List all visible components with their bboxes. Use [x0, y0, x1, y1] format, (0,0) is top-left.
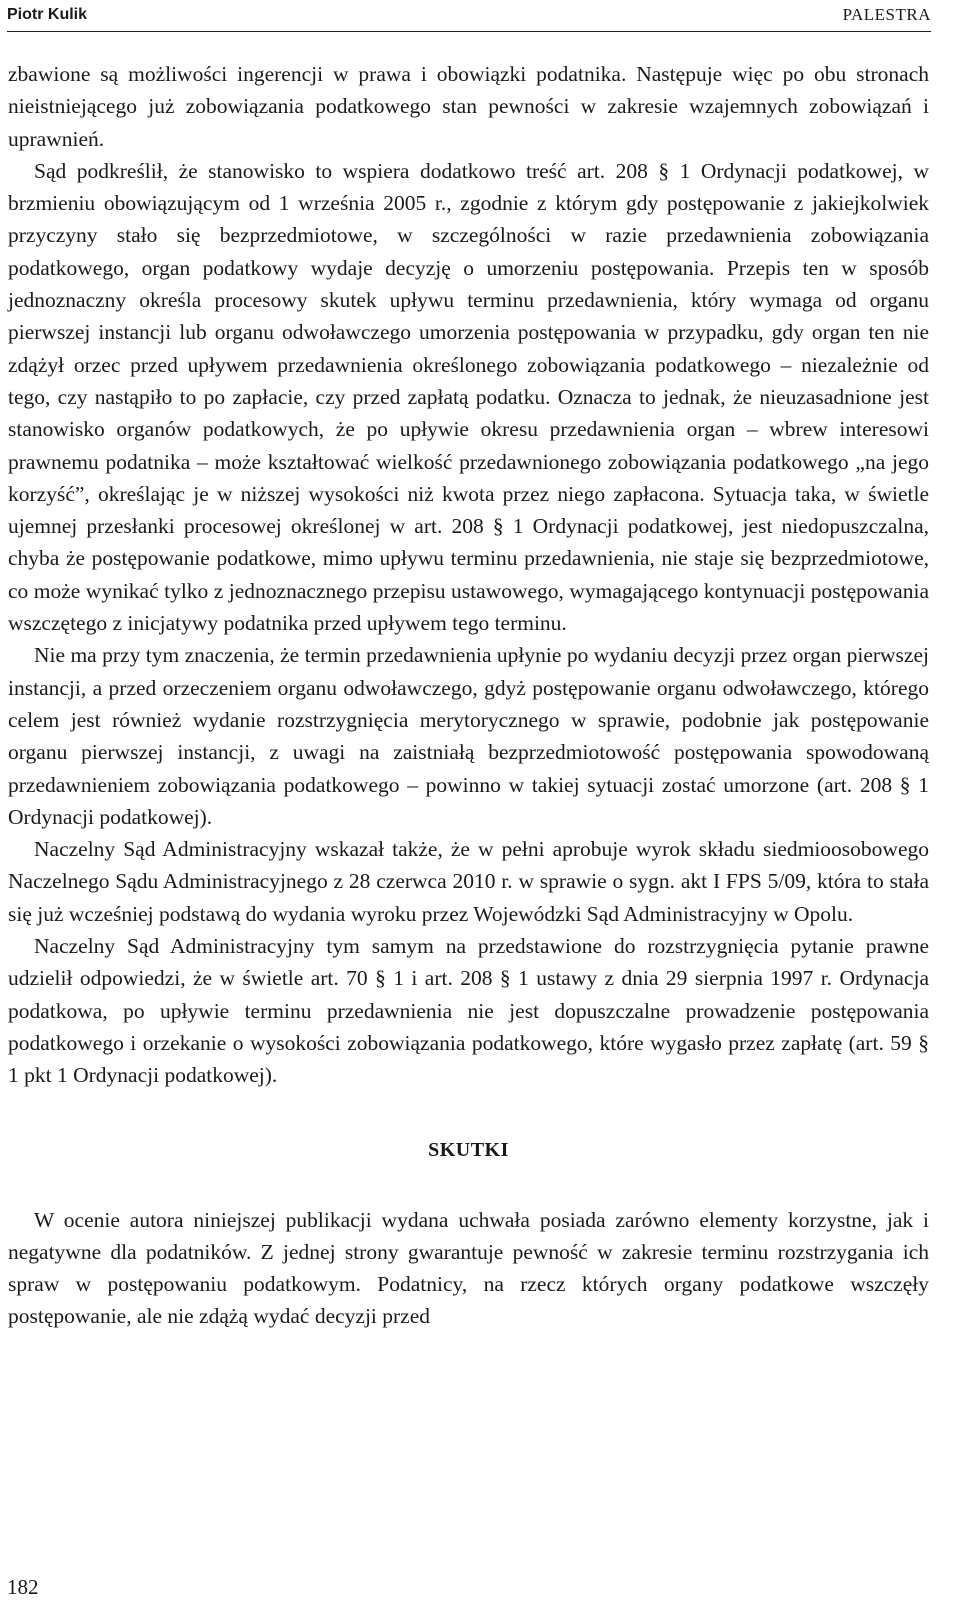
header-divider: [7, 31, 931, 32]
running-header: [7, 2, 931, 28]
paragraph-continued: zbawione są możliwości ingerencji w prawa i obowiązki podatnika. Następuje więc po obu stronach nieistniejącego już zobowiązania podatkowego stan pewności w zakresie wzajemnych zobowiązań i uprawnień.: [8, 62, 929, 151]
header-author: Piotr Kulik: [7, 6, 88, 23]
paragraph: Sąd podkreślił, że stanowisko to wspiera dodatkowo treść art. 208 § 1 Ordynacji podatkowej, w brzmieniu obowiązującym od 1 września 2005 r., zgodnie z którym gdy postępowanie z jakiejkolwiek przyczyny stało się bezprzedmiotowe, w szczególności w razie przedawnienia zobowiązania podatkowego, organ podatkowy wydaje decyzję o umorzeniu postępowania. Przepis ten w sposób jednoznaczny określa procesowy skutek upływu terminu przedawnienia, który wymaga od organu pierwszej instancji lub organu odwoławczego umorzenia postępowania w przypadku, gdy organ ten nie zdążył orzec przed upływem przedawnienia określonego zobowiązania podatkowego – niezależnie od tego, czy nastąpiło to po zapłacie, czy przed zapłatą podatku. Oznacza to jednak, że nieuzasadnione jest stanowisko organów podatkowych, że po upływie okresu przedawnienia organ – wbrew interesowi prawnemu podatnika – może kształtować wielkość przedawnionego zobowiązania podatkowego „na jego korzyść”, określając je w niższej wysokości niż kwota przez niego zapłacona. Sytuacja taka, w świetle ujemnej przesłanki procesowej określonej w art. 208 § 1 Ordynacji podatkowej, jest niedopuszczalna, chyba że postępowanie podatkowe, mimo upływu terminu przedawnienia, nie staje się bezprzedmiotowe, co może wynikać tylko z jednoznacznego przepisu ustawowego, wymagającego kontynuacji postępowania wszczętego z inicjatywy podatnika przed upływem tego terminu.: [8, 158, 929, 636]
article-body: [8, 58, 929, 1333]
paragraph: Naczelny Sąd Administracyjny tym samym na przedstawione do rozstrzygnięcia pytanie prawne udzielił odpowiedzi, że w świetle art. 70 § 1 i art. 208 § 1 ustawy z dnia 29 sierpnia 1997 r. Ordynacja podatkowa, po upływie terminu przedawnienia nie jest dopuszczalne prowadzenie postępowania podatkowego i orzekanie o wysokości zobowiązania podatkowego, które wygasło przez zapłatę (art. 59 § 1 pkt 1 Ordynacji podatkowej).: [8, 934, 929, 1088]
page-number: 182: [7, 1575, 39, 1599]
paragraph: Nie ma przy tym znaczenia, że termin przedawnienia upłynie po wydaniu decyzji przez organ pierwszej instancji, a przed orzeczeniem organu odwoławczego, gdyż postępowanie organu odwoławczego, którego celem jest również wydanie rozstrzygnięcia merytorycznego w sprawie, podobnie jak postępowanie organu pierwszej instancji, z uwagi na zaistniałą bezprzedmiotowość postępowania spowodowaną przedawnieniem zobowiązania podatkowego – powinno w takiej sytuacji zostać umorzone (art. 208 § 1 Ordynacji podatkowej).: [8, 643, 929, 829]
section-paragraph: W ocenie autora niniejszej publikacji wydana uchwała posiada zarówno elementy korzystne, jak i negatywne dla podatników. Z jednej strony gwarantuje pewność w zakresie terminu rozstrzygania ich spraw w postępowaniu podatkowym. Podatnicy, na rzecz których organy podatkowe wszczęły postępowanie, ale nie zdążą wydać decyzji przed: [8, 1207, 929, 1329]
section-heading: SKUTKI: [428, 1138, 509, 1161]
paragraph: Naczelny Sąd Administracyjny wskazał także, że w pełni aprobuje wyrok składu siedmioosobowego Naczelnego Sądu Administracyjnego z 28 czerwca 2010 r. w sprawie o sygn. akt I FPS 5/09, która to stała się już wcześniej podstawą do wydania wyroku przez Wojewódzki Sąd Administracyjny w Opolu.: [8, 837, 929, 926]
header-journal: PALESTRA: [842, 5, 931, 24]
